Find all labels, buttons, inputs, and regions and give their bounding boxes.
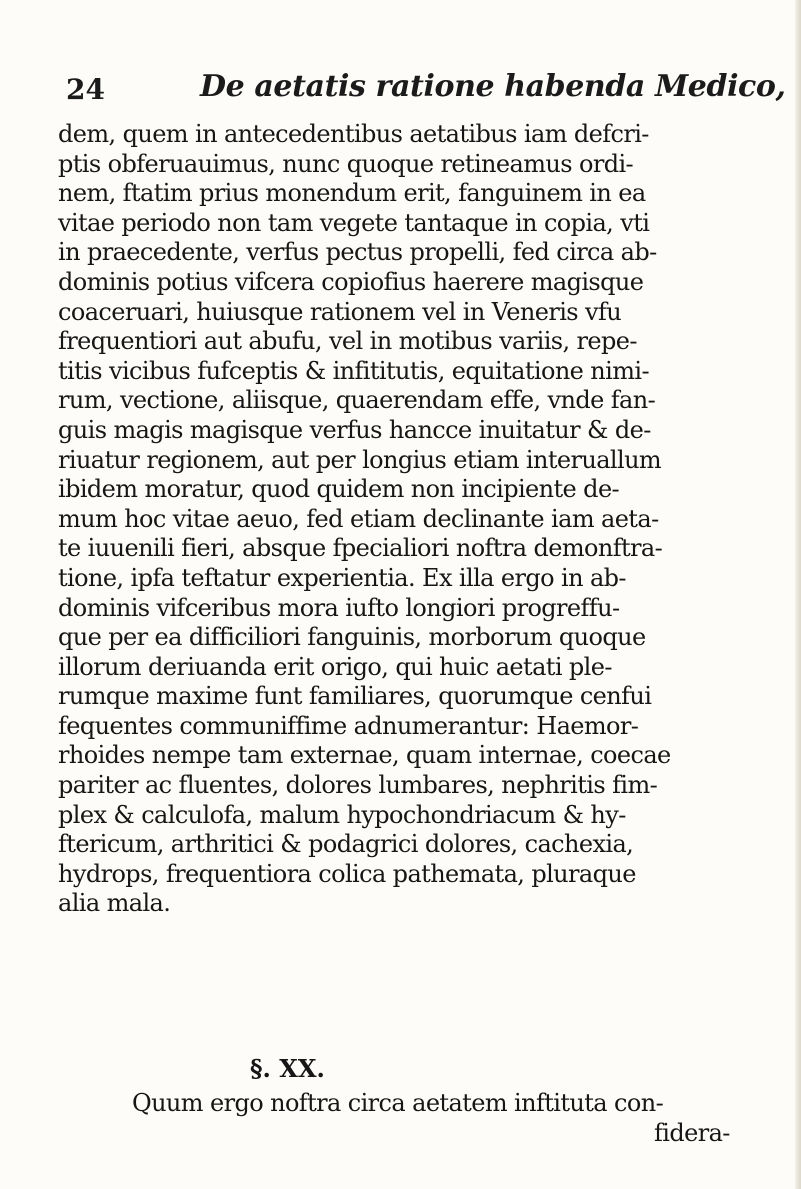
text-line: illorum deriuanda erit origo, qui huic aetati ple- xyxy=(58,652,612,681)
catchword: fidera- xyxy=(654,1119,730,1147)
page-header xyxy=(66,66,786,110)
text-line: ibidem moratur, quod quidem non incipiente de- xyxy=(58,475,620,504)
text-line: alia mala. xyxy=(58,889,171,918)
section-heading: §. XX. xyxy=(250,1054,325,1083)
text-line: dem, quem in antecedentibus aetatibus iam defcri- xyxy=(58,120,649,148)
body-paragraph xyxy=(58,120,778,919)
text-line: ptis obferuauimus, nunc quoque retineamus ordi- xyxy=(58,149,634,178)
text-line: tione, ipfa teftatur experientia. Ex illa ergo in ab- xyxy=(58,563,626,592)
text-line: rumque maxime funt familiares, quorumque cenfui xyxy=(58,682,652,711)
text-line: Quum ergo noftra circa aetatem inftituta con- xyxy=(132,1089,664,1117)
page-edge xyxy=(795,0,801,1189)
text-line: guis magis magisque verfus hancce inuitatur & de- xyxy=(58,415,651,444)
text-line: hydrops, frequentiora colica pathemata, pluraque xyxy=(58,859,636,888)
text-line: mum hoc vitae aeuo, fed etiam declinante iam aeta- xyxy=(58,504,659,533)
text-line: vitae periodo non tam vegete tantaque in copia, vti xyxy=(58,208,650,237)
text-line: que per ea difficiliori fanguinis, morborum quoque xyxy=(58,623,646,652)
page-number: 24 xyxy=(66,73,105,106)
text-line: coaceruari, huiusque rationem vel in Veneris vfu xyxy=(58,297,622,326)
text-line: titis vicibus fufceptis & infititutis, equitatione nimi- xyxy=(58,356,649,385)
text-line: dominis vifceribus mora iufto longiori progreffu- xyxy=(58,593,620,622)
text-line: dominis potius vifcera copiofius haerere magisque xyxy=(58,267,644,296)
text-line: ftericum, arthritici & podagrici dolores, cachexia, xyxy=(58,830,634,859)
text-line: rhoides nempe tam externae, quam internae, coecae xyxy=(58,741,671,770)
text-line: plex & calculofa, malum hypochondriacum & hy- xyxy=(58,800,626,829)
text-line: pariter ac fluentes, dolores lumbares, nephritis fim- xyxy=(58,771,658,800)
running-head: De aetatis ratione habenda Medico, xyxy=(200,69,786,104)
text-line: frequentiori aut abufu, vel in motibus variis, repe- xyxy=(58,327,637,356)
text-line: nem, ftatim prius monendum erit, fanguinem in ea xyxy=(58,179,646,208)
text-line: riuatur regionem, aut per longius etiam interuallum xyxy=(58,445,662,474)
text-line: te iuuenili fieri, absque fpecialiori noftra demonftra- xyxy=(58,534,663,563)
text-line: rum, vectione, aliisque, quaerendam effe, vnde fan- xyxy=(58,386,656,415)
text-line: fequentes communiffime adnumerantur: Haemor- xyxy=(58,711,639,740)
text-line: in praecedente, verfus pectus propelli, fed circa ab- xyxy=(58,238,657,267)
